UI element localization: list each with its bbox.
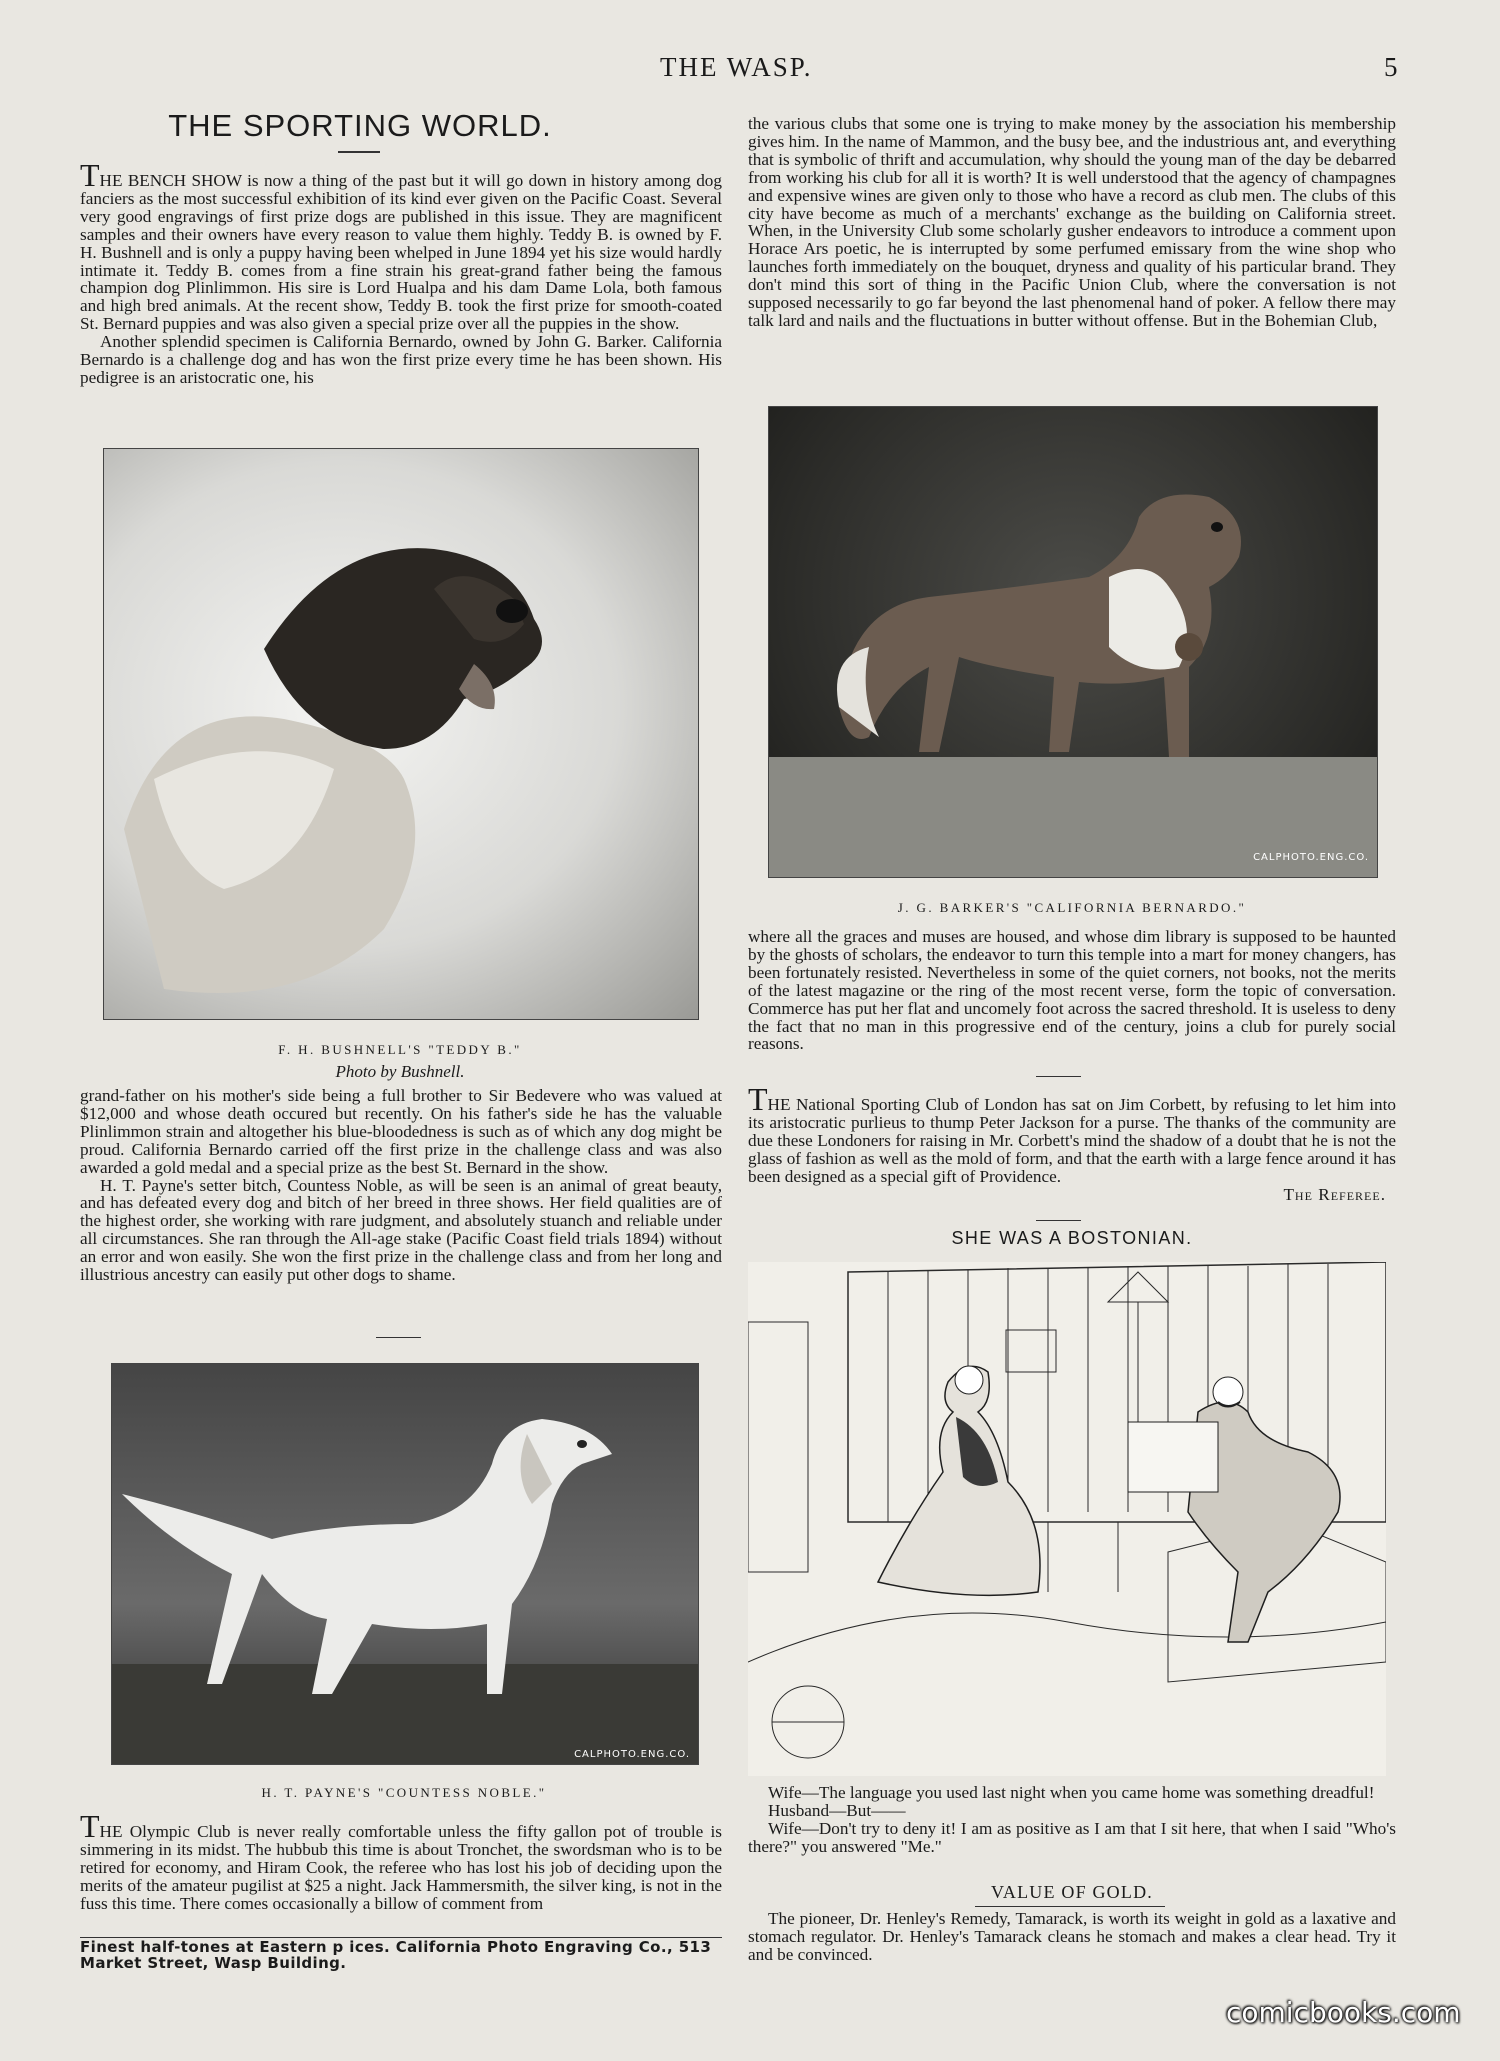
section-rule <box>1036 1076 1081 1077</box>
photo-engraving-advert: Finest half-tones at Eastern p ices. California Photo Engraving Co., 513 Market Street, Wasp Building. <box>80 1938 712 1972</box>
olympic-club-article <box>80 1808 722 1913</box>
setter-dog-illustration <box>112 1364 698 1764</box>
gold-rule <box>975 1906 1165 1907</box>
teddy-b-caption: F. H. BUSHNELL'S "TEDDY B." <box>278 1042 522 1057</box>
article-headline: THE SPORTING WORLD. <box>168 108 552 143</box>
gold-article <box>748 1910 1396 1964</box>
clubs-article <box>748 115 1396 330</box>
national-sporting-club-article <box>748 1081 1396 1204</box>
running-title: THE WASP. <box>660 52 813 82</box>
headline-rule <box>338 151 380 153</box>
california-bernardo-photo <box>768 406 1378 878</box>
olympic-paragraph: THE Olympic Club is never really comfortable unless the fifty gallon pot of trouble is simmering in its midst. The hubbub this time is about Tronchet, the swordsman who is to be retired for economy, and Hiram Cook, the referee who has lost his job of deciding upon the merits of the amateur pugilist at $25 a night. Jack Hammersmith, the silver king, is not in the fuss this time. There comes occasionally a billow of comment from <box>80 1808 722 1913</box>
st-bernard-portrait-illustration <box>104 449 698 1019</box>
signature: The Referee. <box>1283 1184 1386 1204</box>
bench-show-paragraph: THE BENCH SHOW is now a thing of the past but it will go down in history among dog fanciers as the most successful exhibition of its kind ever given on the Pacific Coast. Several very good engravings of first prize dogs are published in this issue. They are magnificent samples and their owners have every reason to value them highly. Teddy B. is owned by F. H. Bushnell and is only a puppy having been whelped in June 1894 yet his size would hardly intimate it. Teddy B. comes from a fine strain his great-grand father being the famous champion dog Plinlimmon. His sire is Lord Hualpa and his dam Dame Lola, both famous and high bred animals. At the recent show, Teddy B. took the first prize for smooth-coated St. Bernard puppies and was also given a special prize over all the puppies in the show. <box>80 157 722 334</box>
bench-show-article <box>80 157 722 387</box>
muses-article <box>748 928 1396 1053</box>
bostonian-cartoon <box>748 1262 1386 1776</box>
clubs-paragraph: the various clubs that some one is trying to make money by the association his membership gives him. In the name of Mammon, and the busy bee, and the industrious ant, and everything that is symbolic of thrift and accumulation, why should the young man of the day be debarred from working his club for all it is worth? It is well understood that the agency of champagnes and expensive wines are given only to those who have a record as club men. The clubs of this city have become as much of a merchants' exchange as the building on California street. When, in the University Club some scholarly gusher endeavors to introduce a comment upon Horace Ars poetic, he is interrupted by some perfumed emissary from the wine shop who launches forth immediately on the bouquet, dryness and quality of his particular brand. They don't mind this sort of thing in the Pacific Union Club, where the conversation is not supposed necessarily to go far beyond the last phenomenal hand of poker. A fellow there may talk lard and nails and the fluctuations in butter without offense. But in the Bohemian Club, <box>748 114 1396 330</box>
st-bernard-standing-illustration <box>769 407 1377 877</box>
page-number: 5 <box>1384 52 1400 82</box>
husband-line: Husband—But—— <box>768 1800 906 1820</box>
wife-line-1: Wife—The language you used last night when you came home was something dreadful! <box>768 1783 1375 1802</box>
engraver-mark: CALPHOTO.ENG.CO. <box>574 1749 690 1760</box>
teddy-b-credit: Photo by Bushnell. <box>335 1062 465 1081</box>
cartoon-title: SHE WAS A BOSTONIAN. <box>951 1228 1193 1248</box>
bernardo-paragraph: Another splendid specimen is California Bernardo, owned by John G. Barker. California Bernardo is a challenge dog and has won the first prize every time he has been shown. His pedigree is an aristocratic one, his <box>80 332 722 387</box>
wife-line-2: Wife—Don't try to deny it! I am as positive as I am that I sit here, that when I said "Who's there?" you answered "Me." <box>748 1818 1396 1856</box>
couple-in-parlor-illustration <box>748 1262 1386 1776</box>
countess-noble-photo <box>111 1363 699 1765</box>
countess-noble-caption: H. T. PAYNE'S "COUNTESS NOBLE." <box>261 1785 547 1800</box>
california-bernardo-caption: J. G. BARKER'S "CALIFORNIA BERNARDO." <box>897 900 1247 915</box>
national-paragraph: THE National Sporting Club of London has sat on Jim Corbett, by refusing to let him into its aristocratic purlieus to thump Peter Jackson for a purse. The thanks of the community are due these Londoners for raising in Mr. Corbett's mind the shadow of a doubt that he is not the glass of fashion as well as the mold of form, and that the earth with a large fence around it has been designed as a special gift of Providence. <box>748 1081 1396 1186</box>
teddy-b-photo <box>103 448 699 1020</box>
watermark: comicbooks.com <box>1226 1996 1461 2029</box>
section-rule <box>376 1337 421 1338</box>
bernardo-continued-article <box>80 1087 722 1284</box>
cartoon-dialogue <box>748 1784 1396 1856</box>
engraver-mark: CALPHOTO.ENG.CO. <box>1253 852 1369 863</box>
section-rule <box>1036 1220 1081 1221</box>
payne-paragraph: H. T. Payne's setter bitch, Countess Noble, as will be seen is an animal of great beauty, and has defeated every dog and bitch of her breed in three shows. Her field qualities are of the highest order, she working with rare judgment, and absolutely stuanch and reliable under all circumstances. She ran through the All-age stake (Pacific Coast field trials 1894) without an error and won easily. She won the first prize in the challenge class and from her long and illustrious ancestry can easily put other dogs to shame. <box>80 1175 722 1285</box>
muses-paragraph: where all the graces and muses are housed, and whose dim library is supposed to be haunted by the ghosts of scholars, the endeavor to turn this temple into a mart for money changers, has been fortunately resisted. Nevertheless in some of the quiet corners, not books, not the merits of the latest magazine or the ring of the most recent verse, form the topic of conversation. Commerce has put her flat and uncomely foot across the sacred threshold. It is useless to deny the fact that no man in this progressive end of the century, joins a club for purely social reasons. <box>748 927 1396 1054</box>
grandfather-paragraph: grand-father on his mother's side being a full brother to Sir Bedevere who was valued at $12,000 and whose death occured but recently. On his father's side he has the valuable Plinlimmon strain and altogether his blue-bloodedness is such as of which any dog might be proud. California Bernardo carried off the first prize in the challenge class and was also awarded a gold medal and a special prize as the best St. Bernard in the show. <box>80 1086 722 1177</box>
gold-paragraph: The pioneer, Dr. Henley's Remedy, Tamarack, is worth its weight in gold as a laxative and stomach regulator. Dr. Henley's Tamarack cleans he stomach and makes a clear head. Try it and be convinced. <box>748 1909 1396 1964</box>
gold-headline: VALUE OF GOLD. <box>991 1882 1153 1902</box>
